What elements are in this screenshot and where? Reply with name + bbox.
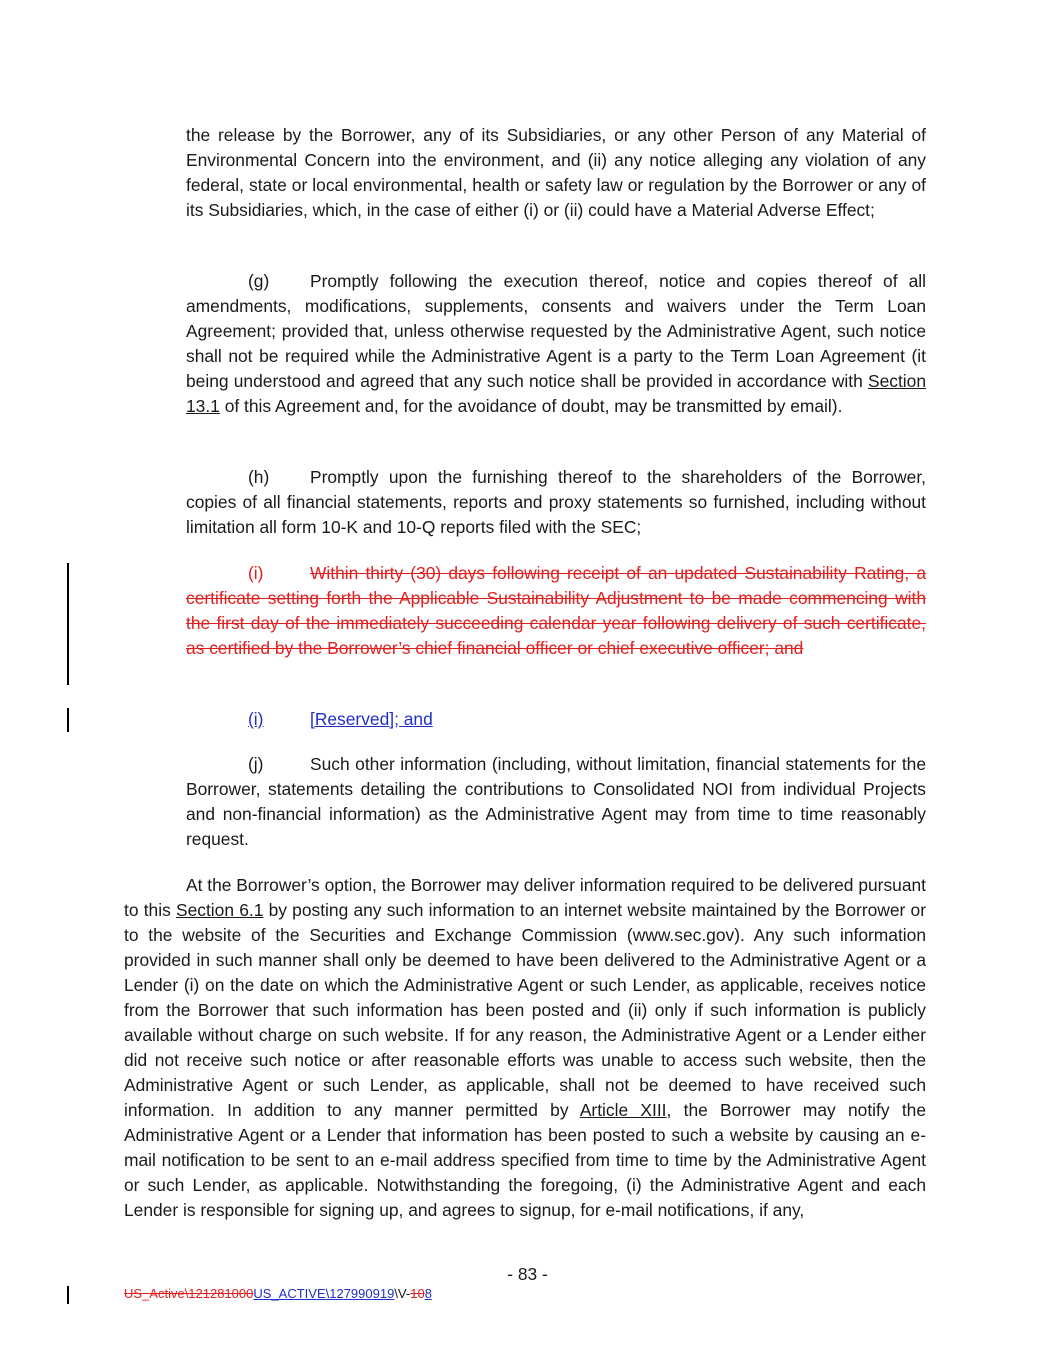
footer-deleted-id: US_Active\121281000 bbox=[124, 1286, 254, 1301]
paragraph-i-inserted-label: (i) bbox=[248, 709, 264, 729]
article-xiii-reference: Article XIII bbox=[579, 1100, 667, 1120]
paragraph-g-label: (g) bbox=[248, 271, 270, 291]
page-number: - 83 - bbox=[507, 1264, 548, 1284]
paragraph-f-continuation: the release by the Borrower, any of its Subsidiaries, or any other Person of any Material of Environmental Concern into the environment, and (ii) any notice alleging any violation of any federal, state or local environmental, health or safety law or regulation by the Borrower or any of its Subsidiaries, which, in the case of either (i) or (ii) could have a Material Adverse Effect; bbox=[186, 125, 926, 220]
paragraph-i-inserted-text: [Reserved]; and bbox=[310, 709, 433, 729]
closing-text-3: , the Borrower may notify the Administrative Agent or a Lender that information has been posted to such a website by causing an e-mail notification to be sent to an e-mail address specified from time to time by the Administrative Agent or such Lender, as applicable. Notwithstanding the foregoing, (i) the Administrative Agent and each Lender is responsible for signing up, and agrees to signup, for e-mail notifications, if any, bbox=[124, 1100, 927, 1220]
paragraph-i-deleted bbox=[186, 561, 926, 661]
paragraph-h bbox=[186, 465, 926, 540]
paragraph-g-text-2: of this Agreement and, for the avoidance of doubt, may be transmitted by email). bbox=[219, 396, 843, 416]
change-bar bbox=[67, 1286, 69, 1304]
closing-text-1: At the Borrower’s option, the Borrower may deliver information required to be delivered pursuant to this bbox=[124, 875, 926, 920]
change-bar bbox=[67, 563, 69, 685]
paragraph-j-label: (j) bbox=[248, 754, 264, 774]
closing-text-2: by posting any such information to an internet website maintained by the Borrower or to the website of the Securities and Exchange Commission (www.sec.gov). Any such information provided in such manner shall only be deemed to have been delivered to the Administrative Agent or a Lender (i) on the date on which the Administrative Agent or such Lender, as applicable, receives notice from the Borrower that such information has been posted and (ii) only if such information is publicly available without charge on such website. If for any reason, the Administrative Agent or a Lender either did not receive such notice or after reasonable efforts was unable to access such website, then the Administrative Agent or such Lender, as applicable, shall not be deemed to have received such information. In addition to any manner permitted by bbox=[124, 900, 926, 1120]
paragraph-j-text: Such other information (including, without limitation, financial statements for the Borrower, statements detailing the contributions to Consolidated NOI from individual Projects and non-financial information) as the Administrative Agent may from time to time reasonably request. bbox=[186, 754, 926, 849]
document-id-footer bbox=[124, 1286, 432, 1302]
section-6-1-reference: Section 6.1 bbox=[175, 900, 264, 920]
footer-separator: \V- bbox=[394, 1286, 411, 1301]
paragraph-g-text-1: Promptly following the execution thereof, notice and copies thereof of all amendments, modifications, supplements, consents and waivers under the Term Loan Agreement; provided that, unless otherwise requested by the Administrative Agent, such notice shall not be required while the Administrative Agent is a party to the Term Loan Agreement (it being understood and agreed that any such notice shall be provided in accordance with bbox=[186, 271, 926, 391]
paragraph-j bbox=[186, 752, 926, 852]
footer-inserted-id: US_ACTIVE\127990919 bbox=[253, 1286, 395, 1301]
paragraph-h-label: (h) bbox=[248, 467, 270, 487]
closing-paragraph bbox=[124, 873, 926, 1223]
paragraph-h-text: Promptly upon the furnishing thereof to the shareholders of the Borrower, copies of all financial statements, reports and proxy statements so furnished, including without limitation all form 10-K and 10-Q reports filed with the SEC; bbox=[186, 467, 926, 537]
paragraph-i-inserted bbox=[186, 707, 926, 732]
paragraph-i-deleted-label: (i) bbox=[248, 563, 264, 583]
footer-inserted-version: 8 bbox=[424, 1286, 432, 1301]
paragraph-i-deleted-text: Within thirty (30) days following receipt of an updated Sustainability Rating, a certificate setting forth the Applicable Sustainability Adjustment to be made commencing with the first day of the immediately succeeding calendar year following delivery of such certificate, as certified by the Borrower’s chief financial officer or chief executive officer; and bbox=[186, 563, 926, 658]
footer-deleted-version: 10 bbox=[410, 1286, 425, 1301]
section-13-1-reference: Section 13.1 bbox=[186, 371, 926, 416]
paragraph-g bbox=[186, 269, 926, 419]
change-bar bbox=[67, 708, 69, 732]
